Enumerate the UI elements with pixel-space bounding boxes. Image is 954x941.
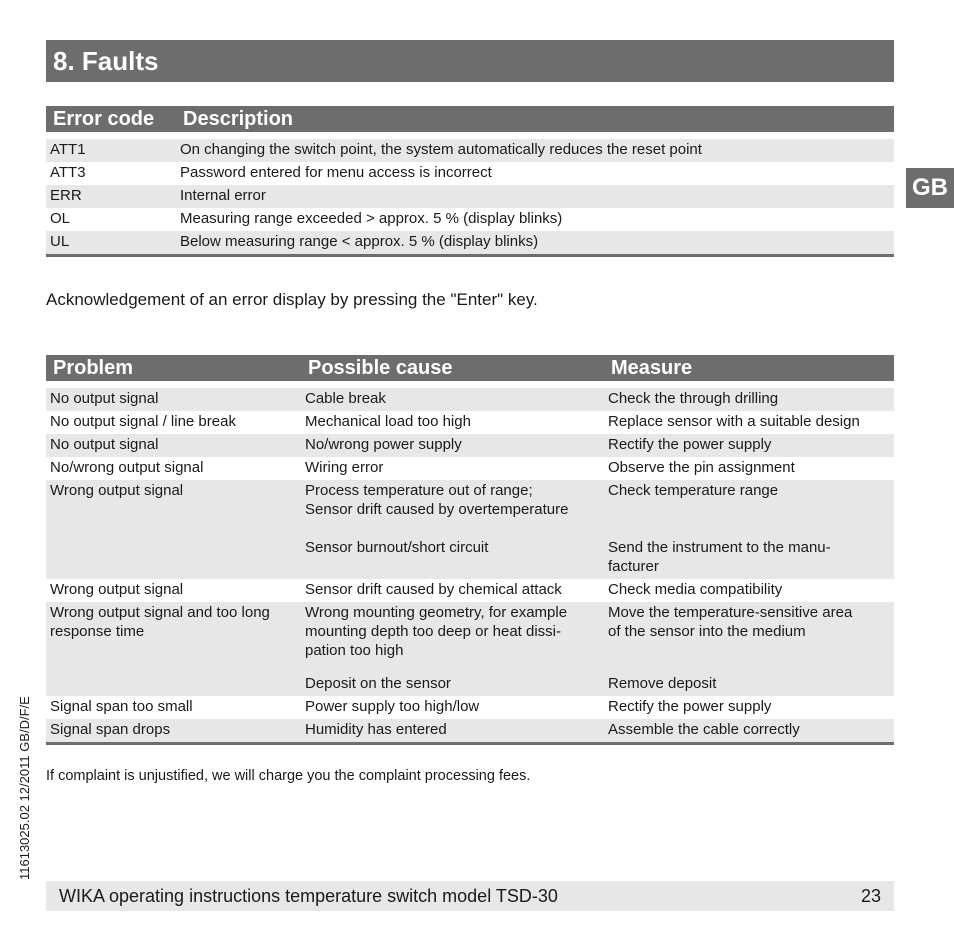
table-row <box>46 231 894 256</box>
table-row <box>46 162 894 185</box>
page-number: 23 <box>860 886 881 906</box>
table-row <box>46 388 894 411</box>
problem-cell: Signal span too small <box>50 698 193 715</box>
measure-cell: Observe the pin assignment <box>608 459 795 476</box>
cause-cell: Humidity has entered <box>301 719 604 744</box>
cause-line: mounting depth too deep or heat dissi- <box>305 623 562 640</box>
error-description: Below measuring range < approx. 5 % (display blinks) <box>176 231 894 256</box>
header-error-code: Error code <box>46 106 176 132</box>
table-row <box>46 411 894 434</box>
cause-line: Sensor drift caused by overtemperature <box>305 501 569 518</box>
problem-cell: Signal span drops <box>46 719 301 744</box>
measure-cell: Rectify the power supply <box>604 434 894 457</box>
header-problem: Problem <box>46 355 301 381</box>
section-title: 8. Faults <box>46 40 894 82</box>
table-row <box>46 457 894 480</box>
error-code: ATT3 <box>50 164 86 181</box>
cause-line: pation too high <box>305 642 404 659</box>
problem-line: response time <box>50 623 145 640</box>
measure-cell: Replace sensor with a suitable design <box>608 413 860 430</box>
measure-cell <box>604 602 894 673</box>
problem-cell: No/wrong output signal <box>50 459 204 476</box>
error-description: Password entered for menu access is incorrect <box>180 164 492 181</box>
table-row <box>46 185 894 208</box>
cause-cell: Cable break <box>301 388 604 411</box>
error-code-table <box>46 106 894 257</box>
problem-table-header <box>46 355 894 381</box>
cause-cell: Mechanical load too high <box>305 413 471 430</box>
measure-cell: Assemble the cable correctly <box>604 719 894 744</box>
error-description: Measuring range exceeded > approx. 5 % (display blinks) <box>180 210 563 227</box>
problem-line: Wrong output signal and too long <box>50 604 270 621</box>
page-footer <box>46 881 894 911</box>
measure-line: of the sensor into the medium <box>608 623 806 640</box>
measure-line: Send the instrument to the manu- <box>608 539 831 556</box>
problem-cell: No output signal / line break <box>50 413 236 430</box>
table-row <box>46 139 894 162</box>
error-code: OL <box>50 210 71 227</box>
cause-line: Wrong mounting geometry, for example <box>305 604 568 621</box>
table-row <box>46 579 894 602</box>
error-table-header <box>46 106 894 132</box>
table-row <box>46 602 894 673</box>
problem-cell: Wrong output signal <box>46 480 301 579</box>
cause-cell <box>301 602 604 673</box>
cause-cell: Sensor burnout/short circuit <box>301 537 604 579</box>
measure-cell: Check the through drilling <box>604 388 894 411</box>
complaint-note: If complaint is unjustified, we will charge you the complaint processing fees. <box>46 768 531 784</box>
measure-cell: Check temperature range <box>604 480 894 537</box>
table-row <box>46 719 894 744</box>
measure-line: facturer <box>608 558 659 575</box>
measure-line: Move the temperature-sensitive area <box>608 604 853 621</box>
problem-table <box>46 355 894 745</box>
header-measure: Measure <box>604 355 894 381</box>
header-possible-cause: Possible cause <box>301 355 604 381</box>
error-description: Internal error <box>176 185 894 208</box>
error-code: UL <box>46 231 176 256</box>
problem-cell <box>46 602 301 696</box>
cause-cell: No/wrong power supply <box>301 434 604 457</box>
cause-line: Process temperature out of range; <box>305 482 533 499</box>
footer-title: WIKA operating instructions temperature switch model TSD-30 <box>59 886 558 906</box>
error-code: ERR <box>46 185 176 208</box>
cause-cell: Wiring error <box>305 459 384 476</box>
acknowledgement-text: Acknowledgement of an error display by pressing the "Enter" key. <box>46 290 538 309</box>
table-row <box>46 696 894 719</box>
error-code: ATT1 <box>46 139 176 162</box>
header-description: Description <box>176 106 894 132</box>
problem-cell: Wrong output signal <box>50 581 184 598</box>
document-number: 11613025.02 12/2011 GB/D/F/E <box>17 696 32 880</box>
error-description: On changing the switch point, the system automatically reduces the reset point <box>176 139 894 162</box>
measure-cell: Check media compatibility <box>608 581 783 598</box>
table-row <box>46 208 894 231</box>
table-row <box>46 480 894 537</box>
measure-cell: Remove deposit <box>604 673 894 696</box>
table-row <box>46 434 894 457</box>
measure-cell <box>604 537 894 579</box>
measure-cell: Rectify the power supply <box>608 698 772 715</box>
problem-cell: No output signal <box>46 388 301 411</box>
cause-cell: Power supply too high/low <box>305 698 480 715</box>
cause-cell: Sensor drift caused by chemical attack <box>305 581 562 598</box>
language-tab: GB <box>906 168 954 208</box>
cause-cell <box>301 480 604 537</box>
problem-cell: No output signal <box>46 434 301 457</box>
cause-cell: Deposit on the sensor <box>301 673 604 696</box>
